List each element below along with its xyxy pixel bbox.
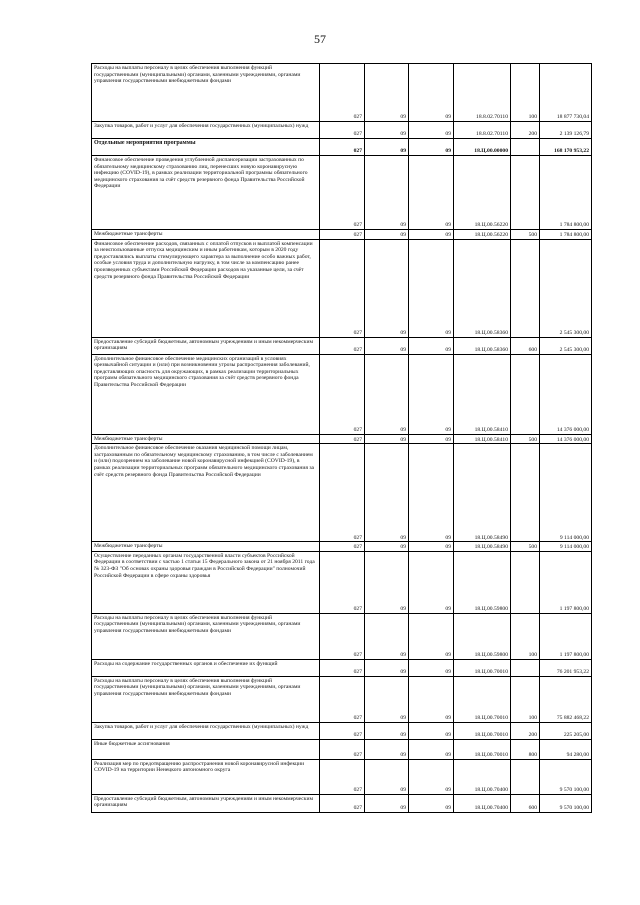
subsection-code: 09 xyxy=(409,139,454,156)
table-row xyxy=(92,676,592,722)
expense-type xyxy=(511,354,540,434)
row-name: Иные бюджетные ассигнования xyxy=(92,739,320,759)
subsection-code: 09 xyxy=(409,337,454,354)
expense-type: 200 xyxy=(511,122,540,139)
table-row xyxy=(92,139,592,156)
table-row xyxy=(92,659,592,676)
expense-type xyxy=(511,239,540,337)
ministry-code: 027 xyxy=(320,739,365,759)
section-code: 09 xyxy=(365,722,409,739)
expense-type: 100 xyxy=(511,676,540,722)
subsection-code: 09 xyxy=(409,64,454,122)
amount: 1 784 800,00 xyxy=(540,230,592,240)
section-code: 09 xyxy=(365,337,409,354)
table-row xyxy=(92,739,592,759)
amount: 9 570 100,00 xyxy=(540,759,592,794)
target-article: 18.Ц.00.70400 xyxy=(454,794,511,812)
amount: 9 114 000,00 xyxy=(540,542,592,552)
row-name: Закупка товаров, работ и услуг для обеспечения государственных (муниципальных) нужд xyxy=(92,122,320,139)
target-article: 18.Ц.00.00000 xyxy=(454,139,511,156)
ministry-code: 027 xyxy=(320,444,365,542)
amount: 94 280,00 xyxy=(540,739,592,759)
section-code: 09 xyxy=(365,542,409,552)
table-row xyxy=(92,434,592,444)
subsection-code: 09 xyxy=(409,156,454,230)
expense-type: 600 xyxy=(511,794,540,812)
row-name: Расходы на выплаты персоналу в целях обеспечения выполнения функций государственными (муниципальными) органами, казенными учреждениями, органами управления государственными внебюджетными фондами xyxy=(92,676,320,722)
ministry-code: 027 xyxy=(320,542,365,552)
target-article: 18.Ц.00.58490 xyxy=(454,444,511,542)
table-row xyxy=(92,722,592,739)
target-article: 18.Ц.00.59800 xyxy=(454,551,511,613)
row-name: Предоставление субсидий бюджетным, автономным учреждениям и иным некоммерческим организациям xyxy=(92,337,320,354)
amount: 168 170 953,22 xyxy=(540,139,592,156)
ministry-code: 027 xyxy=(320,794,365,812)
target-article: 18.Ц.00.58410 xyxy=(454,354,511,434)
table-row xyxy=(92,794,592,812)
ministry-code: 027 xyxy=(320,551,365,613)
subsection-code: 09 xyxy=(409,759,454,794)
expense-type xyxy=(511,156,540,230)
subsection-code: 09 xyxy=(409,551,454,613)
section-code: 09 xyxy=(365,444,409,542)
target-article: 18.Ц.00.58490 xyxy=(454,542,511,552)
section-code: 09 xyxy=(365,759,409,794)
row-name: Расходы на выплаты персоналу в целях обеспечения выполнения функций государственными (муниципальными) органами, казенными учреждениями, органами управления государственными внебюджетными фондами xyxy=(92,613,320,659)
subsection-code: 09 xyxy=(409,676,454,722)
table-row xyxy=(92,354,592,434)
target-article: 18.8.02.70110 xyxy=(454,122,511,139)
section-code: 09 xyxy=(365,239,409,337)
section-code: 09 xyxy=(365,676,409,722)
row-name: Реализация мер по предотвращению распространения новой коронавирусной инфекции COVID-19 на территории Ненецкого автономного округа xyxy=(92,759,320,794)
amount: 1 197 800,00 xyxy=(540,613,592,659)
ministry-code: 027 xyxy=(320,337,365,354)
row-name: Дополнительное финансовое обеспечение медицинских организаций в условиях чрезвычайной ситуации и (или) при возникновении угрозы распространения заболеваний, представляющих опасность для окружающих, в рамках реализации территориальных программ обязательного медицинского страхования за счёт средств резервного фонда Правительства Российской Федерации xyxy=(92,354,320,434)
subsection-code: 09 xyxy=(409,434,454,444)
ministry-code: 027 xyxy=(320,722,365,739)
row-name: Отдельные мероприятия программы xyxy=(92,139,320,156)
amount: 9 570 100,00 xyxy=(540,794,592,812)
amount: 2 545 300,00 xyxy=(540,337,592,354)
amount: 2 545 300,00 xyxy=(540,239,592,337)
ministry-code: 027 xyxy=(320,156,365,230)
amount: 1 784 800,00 xyxy=(540,156,592,230)
row-name: Закупка товаров, работ и услуг для обеспечения государственных (муниципальных) нужд xyxy=(92,722,320,739)
ministry-code: 027 xyxy=(320,613,365,659)
subsection-code: 09 xyxy=(409,794,454,812)
section-code: 09 xyxy=(365,230,409,240)
section-code: 09 xyxy=(365,139,409,156)
section-code: 09 xyxy=(365,794,409,812)
target-article: 18.Ц.00.70010 xyxy=(454,676,511,722)
expense-type: 600 xyxy=(511,337,540,354)
row-name: Предоставление субсидий бюджетным, автономным учреждениям и иным некоммерческим организациям xyxy=(92,794,320,812)
expense-type: 800 xyxy=(511,739,540,759)
budget-table xyxy=(91,63,592,813)
subsection-code: 09 xyxy=(409,122,454,139)
table-row xyxy=(92,613,592,659)
section-code: 09 xyxy=(365,122,409,139)
expense-type: 500 xyxy=(511,542,540,552)
section-code: 09 xyxy=(365,739,409,759)
row-name: Осуществление переданных органам государственной власти субъектов Российской Федерации в соответствии с частью 1 статьи 15 Федерального закона от 21 ноября 2011 года № 323-ФЗ "Об основах охраны здоровья граждан в Российской Федерации" полномочий Российской Федерации в сфере охраны здоровья xyxy=(92,551,320,613)
amount: 14 376 000,00 xyxy=(540,354,592,434)
amount: 14 376 000,00 xyxy=(540,434,592,444)
section-code: 09 xyxy=(365,434,409,444)
ministry-code: 027 xyxy=(320,434,365,444)
expense-type: 500 xyxy=(511,230,540,240)
row-name: Расходы на выплаты персоналу в целях обеспечения выполнения функций государственными (муниципальными) органами, казенными учреждениями, органами управления государственными внебюджетными фондами xyxy=(92,64,320,122)
section-code: 09 xyxy=(365,354,409,434)
target-article: 18.Ц.00.70010 xyxy=(454,739,511,759)
ministry-code: 027 xyxy=(320,659,365,676)
table-row xyxy=(92,230,592,240)
subsection-code: 09 xyxy=(409,659,454,676)
target-article: 18.8.02.70110 xyxy=(454,64,511,122)
row-name: Финансовое обеспечение расходов, связанных с оплатой отпусков и выплатой компенсации за неиспользованные отпуска медицинским и иным работникам, которым в 2020 году предоставлялись выплаты стимулирующего характера за выполнение особо важных работ, особые условия труда и дополнительную нагрузку, в том числе за компенсацию ранее произведенных субъектами Российской Федерации расходов на указанные цели, за счёт средств резервного фонда Правительства Российской Федерации xyxy=(92,239,320,337)
expense-type xyxy=(511,444,540,542)
subsection-code: 09 xyxy=(409,542,454,552)
table-row xyxy=(92,122,592,139)
row-name: Финансовое обеспечение проведения углубленной диспансеризации застрахованных по обязательному медицинскому страхованию лиц, перенесших новую коронавирусную инфекцию (COVID-19), в рамках реализации территориальной программы обязательного медицинского страхования за счёт средств резервного фонда Правительства Российской Федерации xyxy=(92,156,320,230)
target-article: 18.Ц.00.70010 xyxy=(454,659,511,676)
table-row xyxy=(92,551,592,613)
expense-type: 200 xyxy=(511,722,540,739)
row-name: Межбюджетные трансферты xyxy=(92,230,320,240)
ministry-code: 027 xyxy=(320,676,365,722)
row-name: Межбюджетные трансферты xyxy=(92,542,320,552)
amount: 75 882 468,22 xyxy=(540,676,592,722)
ministry-code: 027 xyxy=(320,139,365,156)
table-row xyxy=(92,444,592,542)
target-article: 18.Ц.00.70400 xyxy=(454,759,511,794)
table-row xyxy=(92,156,592,230)
amount: 225 205,00 xyxy=(540,722,592,739)
amount: 2 139 126,79 xyxy=(540,122,592,139)
subsection-code: 09 xyxy=(409,739,454,759)
expense-type xyxy=(511,659,540,676)
row-name: Дополнительное финансовое обеспечение оказания медицинской помощи лицам, застрахованным по обязательному медицинскому страхованию, в том числе с заболеванием и (или) подозрением на заболевание новой коронавирусной инфекцией (COVID-19), в рамках реализации территориальных программ обязательного медицинского страхования за счёт средств резервного фонда Правительства Российской Федерации xyxy=(92,444,320,542)
ministry-code: 027 xyxy=(320,230,365,240)
table-row xyxy=(92,239,592,337)
section-code: 09 xyxy=(365,64,409,122)
expense-type xyxy=(511,551,540,613)
ministry-code: 027 xyxy=(320,122,365,139)
subsection-code: 09 xyxy=(409,444,454,542)
section-code: 09 xyxy=(365,551,409,613)
subsection-code: 09 xyxy=(409,230,454,240)
row-name: Расходы на содержание государственных органов и обеспечение их функций xyxy=(92,659,320,676)
table-row xyxy=(92,542,592,552)
section-code: 09 xyxy=(365,613,409,659)
expense-type: 500 xyxy=(511,434,540,444)
target-article: 18.Ц.00.70010 xyxy=(454,722,511,739)
amount: 76 201 953,22 xyxy=(540,659,592,676)
target-article: 18.Ц.00.58360 xyxy=(454,239,511,337)
subsection-code: 09 xyxy=(409,722,454,739)
section-code: 09 xyxy=(365,156,409,230)
subsection-code: 09 xyxy=(409,239,454,337)
target-article: 18.Ц.00.56220 xyxy=(454,156,511,230)
row-name: Межбюджетные трансферты xyxy=(92,434,320,444)
amount: 9 114 000,00 xyxy=(540,444,592,542)
expense-type xyxy=(511,759,540,794)
target-article: 18.Ц.00.58410 xyxy=(454,434,511,444)
expense-type xyxy=(511,139,540,156)
target-article: 18.Ц.00.58360 xyxy=(454,337,511,354)
target-article: 18.Ц.00.59800 xyxy=(454,613,511,659)
table-row xyxy=(92,759,592,794)
amount: 1 197 800,00 xyxy=(540,551,592,613)
amount: 18 877 730,04 xyxy=(540,64,592,122)
table-row xyxy=(92,337,592,354)
target-article: 18.Ц.00.56220 xyxy=(454,230,511,240)
ministry-code: 027 xyxy=(320,354,365,434)
expense-type: 100 xyxy=(511,64,540,122)
subsection-code: 09 xyxy=(409,613,454,659)
subsection-code: 09 xyxy=(409,354,454,434)
page-number: 57 xyxy=(314,32,326,46)
expense-type: 100 xyxy=(511,613,540,659)
table-row xyxy=(92,64,592,122)
ministry-code: 027 xyxy=(320,239,365,337)
ministry-code: 027 xyxy=(320,64,365,122)
section-code: 09 xyxy=(365,659,409,676)
ministry-code: 027 xyxy=(320,759,365,794)
